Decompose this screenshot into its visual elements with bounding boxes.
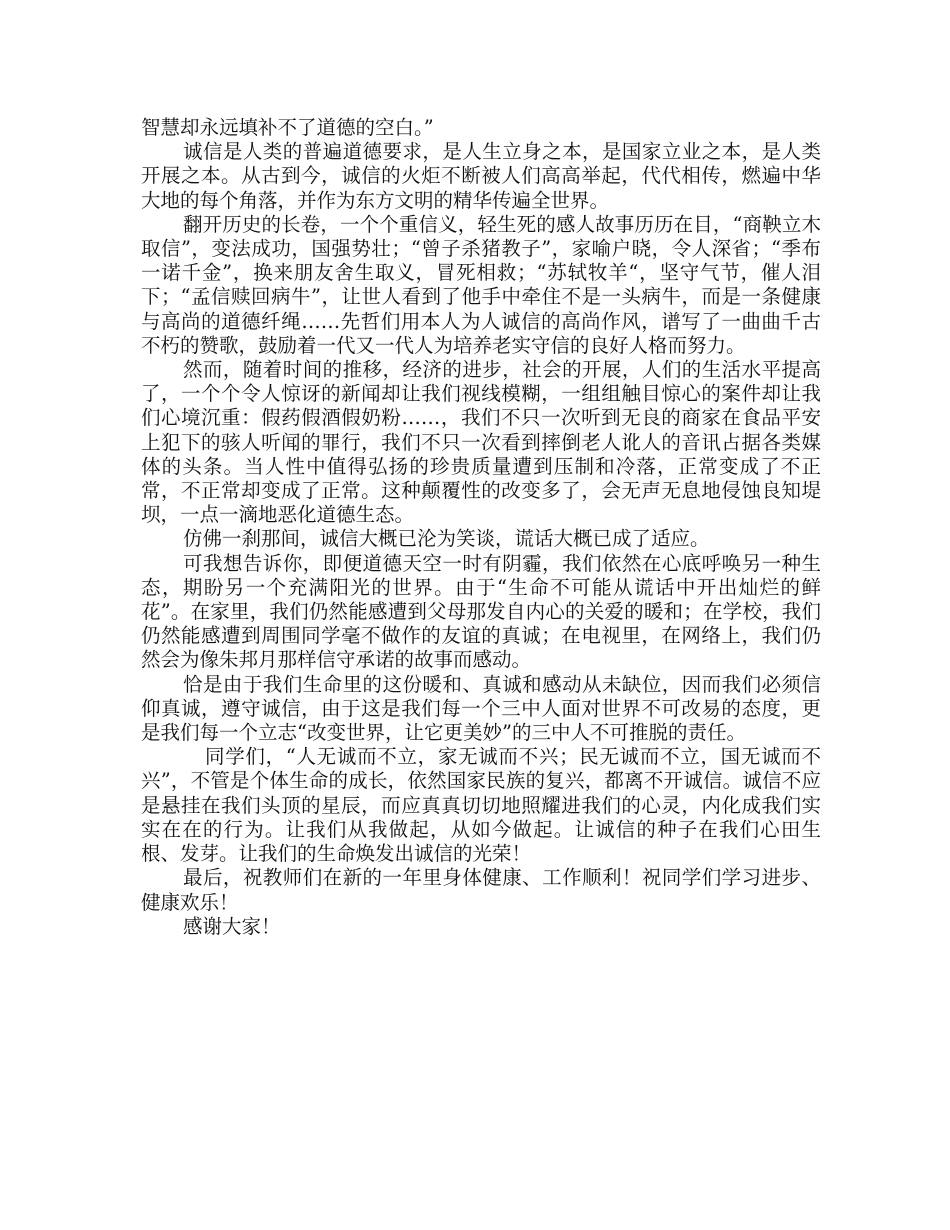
paragraph-thanks: 感谢大家！ bbox=[183, 914, 281, 938]
paragraph-integrity-definition: 诚信是人类的普遍道德要求，是人生立身之本，是国家立业之本，是人类开展之本。从古到今，诚信的火炬不断被人们高高举起，代代相传，燃遍中华大地的每个角落，并作为东方文明的精华传遍全世界。 bbox=[141, 140, 821, 212]
paragraph-wishes: 最后，祝教师们在新的一年里身体健康、工作顺利！祝同学们学习进步、健康欢乐！ bbox=[141, 866, 821, 914]
paragraph-continuation: 智慧却永远填补不了道德的空白。” bbox=[141, 116, 434, 139]
paragraph-responsibility: 恰是由于我们生命里的这份暖和、真诚和感动从未缺位，因而我们必须信仰真诚，遵守诚信，由于这是我们每一个三中人面对世界不可改易的态度，更是我们每一个立志“改变世界，让它更美妙”的三中人不可推脱的责任。 bbox=[141, 672, 821, 745]
paragraph-hope: 可我想告诉你，即便道德天空一时有阴霾，我们依然在心底呼唤另一种生态，期盼另一个充满阳光的世界。由于“生命不可能从谎话中开出灿烂的鲜花”。在家里，我们仍然能感遭到父母那发自内心的关爱的暖和；在学校，我们仍然能感遭到周围同学毫不做作的友谊的真诚；在电视里，在网络上，我们仍然会为像朱邦月那样信守承诺的故事而感动。 bbox=[141, 551, 821, 672]
paragraph-social-problems: 然而，随着时间的推移，经济的进步，社会的开展，人们的生活水平提高了，一个个令人惊讶的新闻却让我们视线模糊，一组组触目惊心的案件却让我们心境沉重：假药假酒假奶粉……，我们不只一次听到无良的商家在食品平安上犯下的骇人听闻的罪行，我们不只一次看到摔倒老人讹人的音讯占据各类媒体的头条。当人性中值得弘扬的珍贵质量遭到压制和冷落，正常变成了不正常，不正常却变成了正常。这种颠覆性的改变多了，会无声无息地侵蚀良知堤坝，一点一滴地恶化道德生态。 bbox=[141, 358, 821, 527]
paragraph-call-to-action: 同学们，“人无诚而不立，家无诚而不兴；民无诚而不立，国无诚而不兴”，不管是个体生命的成长，依然国家民族的复兴，都离不开诚信。诚信不应是悬挂在我们头顶的星辰，而应真真切切地照耀进我们的心灵，内化成我们实实在在的行为。让我们从我做起，从如今做起。让诚信的种子在我们心田生根、发芽。让我们的生命焕发出诚信的光荣！ bbox=[141, 745, 821, 866]
document-body bbox=[141, 116, 821, 939]
paragraph-historical-stories: 翻开历史的长卷，一个个重信义，轻生死的感人故事历历在目，“商鞅立木取信”，变法成功，国强势壮；“曾子杀猪教子”，家喻户晓，令人深省；“季布一诺千金”，换来朋友舍生取义，冒死相救；“苏轼牧羊“，坚守气节，催人泪下；“孟信赎回病牛”，让世人看到了他手中牵住不是一头病牛，而是一条健康与高尚的道德纤绳……先哲们用本人为人诚信的高尚作风，谱写了一曲曲千古不朽的赞歌，鼓励着一代又一代人为培养老实守信的良好人格而努力。 bbox=[141, 212, 821, 357]
paragraph-short-reflection: 仿佛一刹那间，诚信大概已沦为笑谈，谎话大概已成了适应。 bbox=[183, 527, 710, 551]
